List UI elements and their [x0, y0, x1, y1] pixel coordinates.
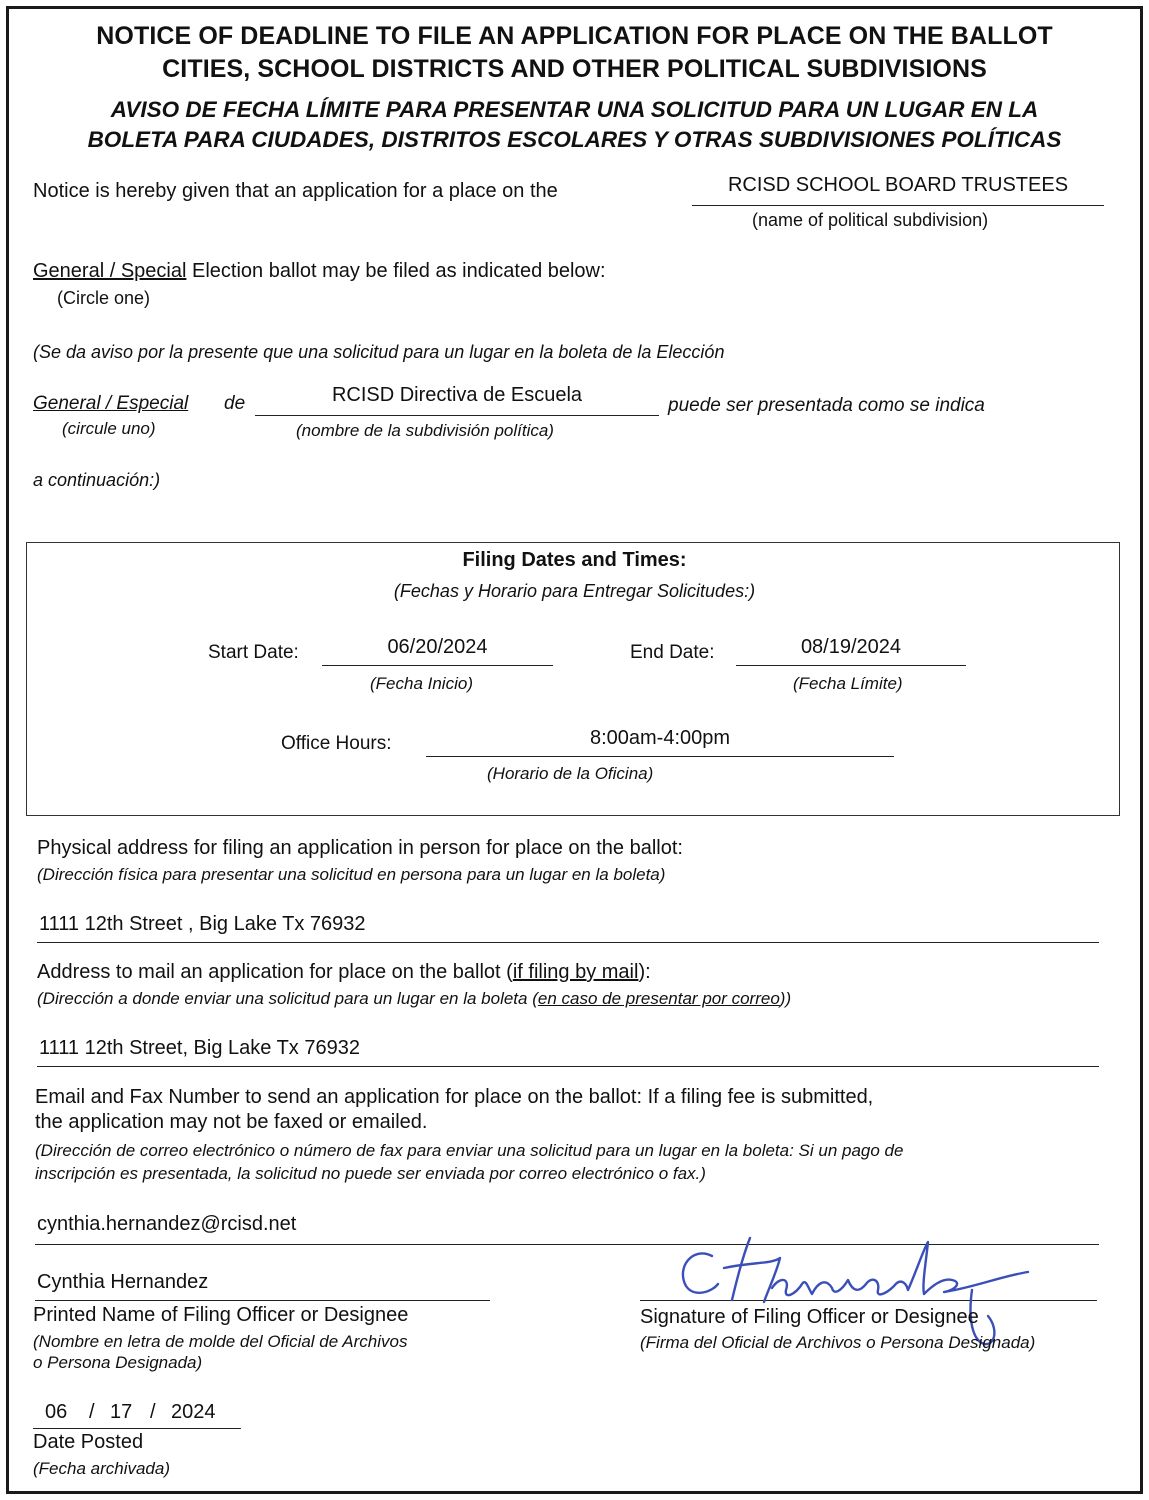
date-posted-field [33, 1401, 241, 1429]
election-text: Election ballot may be filed as indicated below: [191, 260, 606, 282]
mail-address-field: 1111 12th Street, Big Lake Tx 76932 [37, 1037, 1099, 1067]
es-de: de [224, 393, 246, 414]
date-separator-1: / [89, 1401, 95, 1423]
es-continuation: a continuación:) [33, 470, 161, 490]
mail-address-label-post: ): [638, 961, 651, 983]
circle-one-caption: (Circle one) [57, 288, 151, 308]
printed-name-label: Printed Name of Filing Officer or Designee [33, 1304, 409, 1326]
physical-address-label-es: (Dirección física para presentar una solicitud en persona para un lugar en la boleta) [37, 865, 666, 884]
email-fax-label-line-1: Email and Fax Number to send an application for place on the ballot: If a filing fee is submitted, [35, 1086, 874, 1108]
title-es-line-1: AVISO DE FECHA LÍMITE PARA PRESENTAR UNA SOLICITUD PARA UN LUGAR EN LA [110, 97, 1039, 122]
end-date-caption: (Fecha Límite) [793, 674, 903, 693]
notice-es-line-1: (Se da aviso por la presente que una solicitud para un lugar en la boleta de la Elección [33, 342, 725, 362]
signature-stroke-name [772, 1242, 1028, 1295]
title-line-1: NOTICE OF DEADLINE TO FILE AN APPLICATION FOR PLACE ON THE BALLOT [96, 22, 1053, 50]
printed-name-label-es-2: o Persona Designada) [33, 1353, 203, 1372]
notice-intro-text: Notice is hereby given that an application for a place on the [33, 180, 558, 202]
signature-stroke-h-left [732, 1238, 750, 1300]
signature-stroke-c [683, 1253, 718, 1292]
start-date-field: 06/20/2024 [322, 636, 553, 666]
election-type: General / Special [33, 260, 187, 282]
signature-label-es: (Firma del Oficial de Archivos o Persona Designada) [640, 1333, 1036, 1352]
es-election-type: General / Especial [33, 393, 189, 414]
es-subdivision-caption: (nombre de la subdivisión política) [296, 421, 554, 440]
office-hours-caption: (Horario de la Oficina) [487, 764, 654, 783]
office-hours-label: Office Hours: [281, 733, 392, 754]
es-subdivision-field: RCISD Directiva de Escuela [255, 384, 659, 416]
physical-address-field: 1111 12th Street , Big Lake Tx 76932 [37, 913, 1099, 943]
start-date-label: Start Date: [208, 642, 299, 663]
email-fax-label-es-line-1: (Dirección de correo electrónico o número de fax para enviar una solicitud para un lugar en la boleta: Si un pago de [35, 1141, 904, 1160]
date-posted-label: Date Posted [33, 1431, 144, 1453]
date-posted-month: 06 [45, 1401, 68, 1423]
mail-address-label-ul: if filing by mail [512, 961, 639, 983]
mail-address-label-pre: Address to mail an application for place on the ballot ( [37, 961, 513, 983]
es-circle-one-caption: (circule uno) [62, 419, 156, 438]
mail-address-label-es-post: )) [779, 989, 792, 1008]
start-date-caption: (Fecha Inicio) [370, 674, 473, 693]
date-posted-day: 17 [110, 1401, 133, 1423]
filing-heading: Filing Dates and Times: [462, 549, 687, 571]
end-date-label: End Date: [630, 642, 715, 663]
mail-address-label-es-ul: en caso de presentar por correo [537, 989, 780, 1008]
email-fax-label-line-2: the application may not be faxed or emailed. [35, 1111, 428, 1133]
date-separator-2: / [150, 1401, 156, 1423]
email-fax-label-es-line-2: inscripción es presentada, la solicitud no puede ser enviada por correo electrónico o fax.) [35, 1164, 706, 1183]
title-line-2: CITIES, SCHOOL DISTRICTS AND OTHER POLITICAL SUBDIVISIONS [162, 55, 987, 83]
subdivision-field: RCISD SCHOOL BOARD TRUSTEES [692, 174, 1104, 206]
printed-name-label-es-1: (Nombre en letra de molde del Oficial de Archivos [33, 1332, 408, 1351]
physical-address-label: Physical address for filing an application in person for place on the ballot: [37, 837, 683, 859]
mail-address-label-es-pre: (Dirección a donde enviar una solicitud para un lugar en la boleta ( [37, 989, 538, 1008]
date-posted-year: 2024 [171, 1401, 216, 1423]
title-es-line-2: BOLETA PARA CIUDADES, DISTRITOS ESCOLARES Y OTRAS SUBDIVISIONES POLÍTICAS [87, 127, 1062, 152]
end-date-field: 08/19/2024 [736, 636, 966, 666]
subdivision-caption: (name of political subdivision) [752, 210, 989, 230]
office-hours-field: 8:00am-4:00pm [426, 727, 894, 757]
mail-address-label-es [37, 989, 791, 1009]
es-after-text: puede ser presentada como se indica [668, 395, 985, 416]
email-field: cynthia.hernandez@rcisd.net [35, 1213, 1099, 1245]
mail-address-label [37, 961, 651, 984]
printed-name-field: Cynthia Hernandez [35, 1271, 490, 1301]
signature-label: Signature of Filing Officer or Designee [640, 1306, 979, 1328]
date-posted-label-es: (Fecha archivada) [33, 1459, 171, 1478]
filing-heading-es: (Fechas y Horario para Entregar Solicitudes:) [393, 581, 756, 601]
